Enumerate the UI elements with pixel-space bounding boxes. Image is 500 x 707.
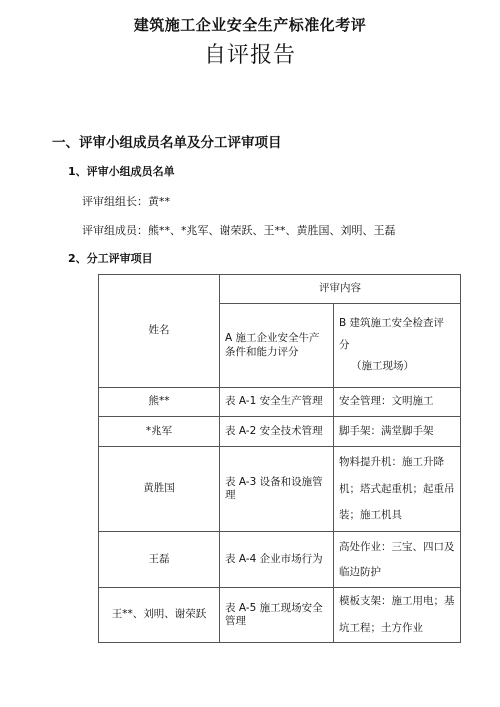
team-members-text: 评审组成员：熊**、*兆军、谢荣跃、王**、黄胜国、刘明、王磊 bbox=[82, 224, 396, 237]
row-name-cell: 黄胜国 bbox=[99, 447, 220, 532]
row-name-cell: 王磊 bbox=[99, 532, 220, 588]
subsection-heading-assignments: 2、分工评审项目 bbox=[68, 252, 153, 265]
team-leader-text: 评审组组长：黄** bbox=[82, 195, 170, 208]
row-b-line: 机；塔式起重机；起重吊 bbox=[339, 482, 455, 495]
row-name-cell: *兆军 bbox=[99, 417, 220, 447]
subsection-heading-members: 1、评审小组成员名单 bbox=[68, 165, 175, 178]
row-name-cell: 熊** bbox=[99, 388, 220, 417]
table-row bbox=[99, 588, 461, 643]
row-a-cell: 表 A-1 安全生产管理 bbox=[220, 388, 334, 417]
row-a-cell: 表 A-2 安全技术管理 bbox=[220, 417, 334, 447]
report-title-line1: 建筑施工企业安全生产标准化考评 bbox=[133, 16, 367, 34]
review-assignment-table bbox=[98, 274, 461, 643]
header-content-cell: 评审内容 bbox=[220, 275, 461, 304]
report-title-line2: 自评报告 bbox=[203, 43, 296, 68]
row-b-line: 装；施工机具 bbox=[339, 509, 402, 522]
row-b-line: 高处作业：三宝、四口及 bbox=[339, 540, 455, 553]
table-row bbox=[99, 532, 461, 588]
row-b-cell bbox=[334, 447, 461, 532]
header-b-cell bbox=[334, 304, 461, 388]
row-b-cell bbox=[334, 588, 461, 643]
header-name-cell: 姓名 bbox=[99, 275, 220, 388]
header-a-cell: A 施工企业安全牛产条件和能力评分 bbox=[220, 304, 334, 388]
row-b-line: 临边防护 bbox=[339, 565, 381, 578]
header-b-line: 分 bbox=[339, 338, 350, 351]
table-row bbox=[99, 417, 461, 447]
row-b-line: 物料提升机：施工升降 bbox=[339, 455, 444, 468]
table-row bbox=[99, 447, 461, 532]
row-b-line: 坑工程；土方作业 bbox=[339, 622, 423, 634]
row-name-cell: 王**、刘明、谢荣跃 bbox=[99, 588, 220, 643]
row-b-line: 模板支架：施工用电；基 bbox=[339, 595, 455, 608]
row-a-cell: 表 A-3 设备和设施管理 bbox=[220, 447, 334, 532]
row-b-cell: 脚手架：满堂脚手架 bbox=[334, 417, 461, 447]
table-header-row bbox=[99, 275, 461, 304]
row-b-cell: 安全管理：文明施工 bbox=[334, 388, 461, 417]
header-b-line: B 建筑施工安全检查评 bbox=[339, 317, 445, 330]
section-heading: 一、评审小组成员名单及分工评审项目 bbox=[52, 135, 282, 151]
row-b-cell bbox=[334, 532, 461, 588]
row-a-cell: 表 A-5 施工现场安全管理 bbox=[220, 588, 334, 643]
table-row bbox=[99, 388, 461, 417]
row-a-cell: 表 A-4 企业市场行为 bbox=[220, 532, 334, 588]
header-b-line: （施工现场） bbox=[351, 360, 414, 373]
